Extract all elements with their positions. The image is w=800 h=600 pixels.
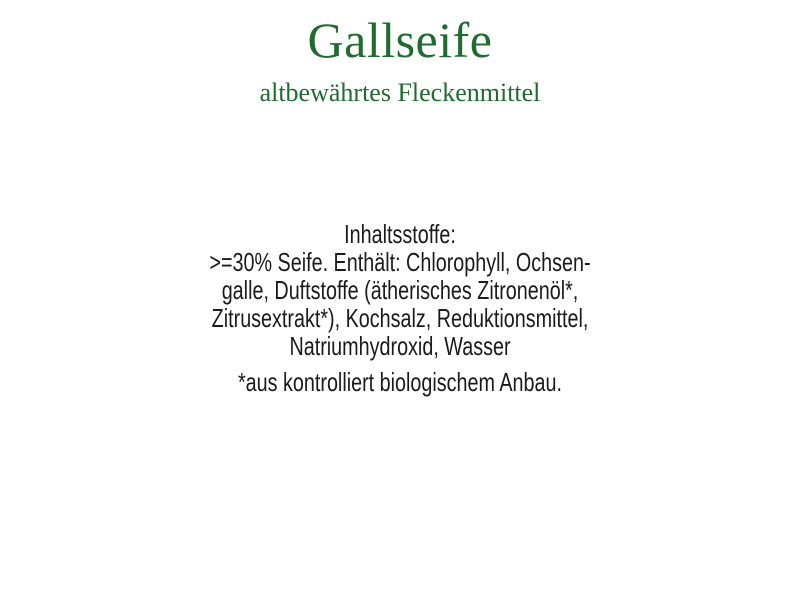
ingredients-line-4: Natriumhydroxid, Wasser [289, 331, 511, 361]
ingredients-line-2: galle, Duftstoffe (ätherisches Zitronenöl*, [221, 275, 579, 305]
ingredients-line-1: >=30% Seife. Enthält: Chlorophyll, Ochsen- [209, 247, 591, 277]
ingredients-heading: Inhaltsstoffe: [344, 219, 456, 249]
ingredients-line-3: Zitrusextrakt*), Kochsalz, Reduktionsmittel, [211, 303, 589, 333]
label-header [0, 0, 800, 108]
product-title: Gallseife [307, 12, 493, 68]
ingredients-section [0, 220, 800, 396]
product-subtitle: altbewährtes Fleckenmittel [259, 78, 541, 107]
ingredients-footnote: *aus kontrolliert biologischem Anbau. [237, 367, 563, 397]
